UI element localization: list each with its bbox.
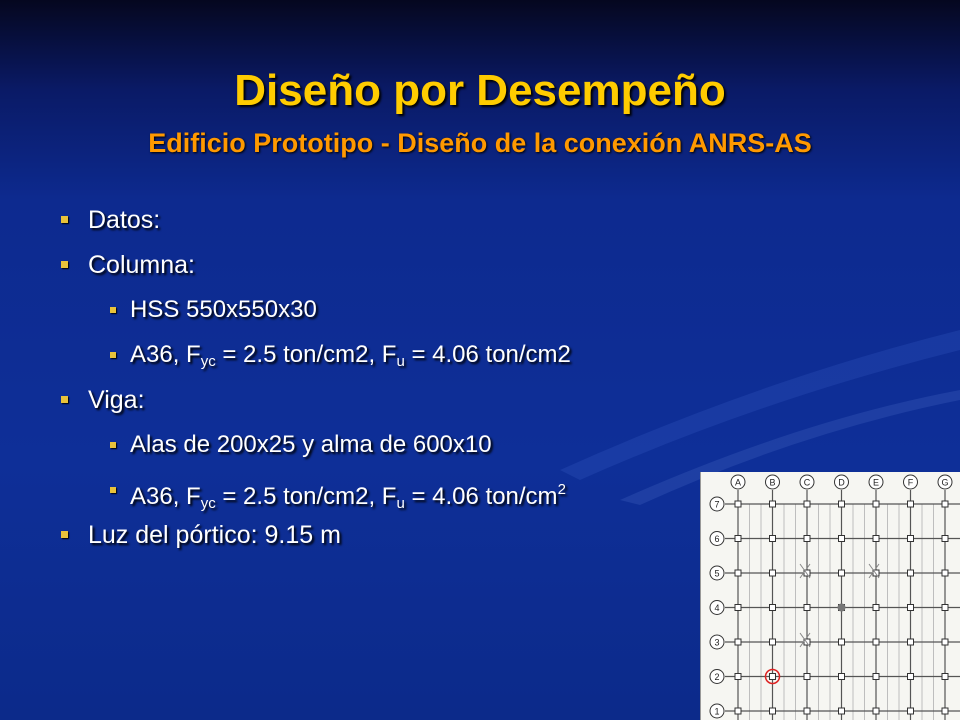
grid-column-label: D (838, 477, 845, 488)
grid-column-label: F (907, 477, 914, 488)
column-node (873, 605, 879, 611)
grid-column-label: G (941, 477, 949, 488)
column-node (839, 639, 845, 645)
bullet-list (58, 200, 718, 560)
bullet-text: A36, F (130, 483, 201, 510)
column-node (908, 639, 914, 645)
column-node (804, 708, 810, 714)
column-node (735, 536, 741, 542)
bullet-text: Viga: (88, 386, 145, 414)
bullet-viga (58, 380, 718, 425)
bullet-square-icon (61, 261, 68, 268)
column-node (839, 536, 845, 542)
column-node (770, 639, 776, 645)
column-node (770, 708, 776, 714)
column-node (839, 674, 845, 680)
column-node (735, 639, 741, 645)
column-node (770, 605, 776, 611)
center-column-marker (838, 604, 846, 612)
floor-plan-image (700, 472, 960, 720)
column-node (942, 708, 948, 714)
column-node (908, 536, 914, 542)
column-node (942, 605, 948, 611)
bullet-columna-material (58, 335, 718, 380)
bullet-luz (58, 515, 718, 560)
column-node (804, 501, 810, 507)
column-node (942, 674, 948, 680)
floor-plan-grid (701, 472, 960, 720)
bullet-text: = 4.06 ton/cm2 (404, 341, 571, 368)
bullet-square-icon (61, 531, 68, 538)
bullet-square-icon (110, 307, 116, 313)
bullet-text: Columna: (88, 251, 195, 279)
bullet-columna (58, 245, 718, 290)
column-node (804, 605, 810, 611)
grid-row-label: 3 (714, 637, 720, 648)
superscript-2: 2 (557, 481, 566, 498)
column-node (735, 605, 741, 611)
bullet-square-icon (61, 396, 68, 403)
column-node (942, 536, 948, 542)
grid-row-label: 4 (714, 603, 720, 613)
subscript-yc: yc (200, 495, 216, 512)
column-node (908, 708, 914, 714)
column-node (804, 536, 810, 542)
bullet-datos (58, 200, 718, 245)
grid-row-label: 7 (714, 499, 720, 510)
grid-row-label: 5 (714, 568, 720, 579)
column-node (770, 570, 776, 576)
column-node (735, 501, 741, 507)
column-node (839, 708, 845, 714)
column-node (735, 674, 741, 680)
bullet-text: HSS 550x550x30 (130, 296, 317, 323)
column-node (770, 674, 776, 680)
subscript-u: u (396, 353, 405, 370)
page-title: Diseño por Desempeño (234, 66, 726, 115)
column-node (770, 501, 776, 507)
grid-column-label: C (803, 477, 811, 488)
column-node (942, 570, 948, 576)
bullet-text: Datos: (88, 206, 161, 234)
grid-column-label: E (872, 477, 880, 488)
bullet-text: Luz del pórtico: 9.15 m (88, 521, 341, 549)
grid-row-label: 1 (714, 706, 720, 717)
bullet-text: A36, F (130, 341, 201, 368)
column-node (873, 501, 879, 507)
subscript-yc: yc (200, 353, 216, 370)
column-node (873, 639, 879, 645)
column-node (839, 570, 845, 576)
column-node (735, 708, 741, 714)
column-node (908, 605, 914, 611)
bullet-viga-material (58, 470, 718, 515)
column-node (942, 501, 948, 507)
column-node (770, 536, 776, 542)
column-node (735, 570, 741, 576)
bullet-alas (58, 425, 718, 470)
bullet-square-icon (61, 216, 68, 223)
column-node (908, 674, 914, 680)
grid-column-label: A (734, 477, 742, 488)
column-node (839, 501, 845, 507)
grid-row-label: 2 (714, 672, 720, 682)
bullet-square-icon (110, 442, 116, 448)
bullet-square-icon (110, 352, 116, 358)
column-node (942, 639, 948, 645)
column-node (873, 708, 879, 714)
bullet-text: = 2.5 ton/cm2, F (215, 483, 397, 510)
bullet-text: Alas de 200x25 y alma de 600x10 (130, 431, 492, 458)
column-node (873, 674, 879, 680)
grid-column-label: B (769, 477, 776, 488)
column-node (873, 536, 879, 542)
column-node (908, 501, 914, 507)
grid-row-label: 6 (714, 534, 720, 544)
page-subtitle: Edificio Prototipo - Diseño de la conexión ANRS-AS (148, 128, 812, 158)
column-node (908, 570, 914, 576)
bullet-text: = 4.06 ton/cm (404, 483, 558, 510)
bullet-square-icon (110, 487, 116, 493)
column-node (804, 674, 810, 680)
bullet-hss (58, 290, 718, 335)
bullet-text: = 2.5 ton/cm2, F (215, 341, 397, 368)
subscript-u: u (396, 495, 405, 512)
